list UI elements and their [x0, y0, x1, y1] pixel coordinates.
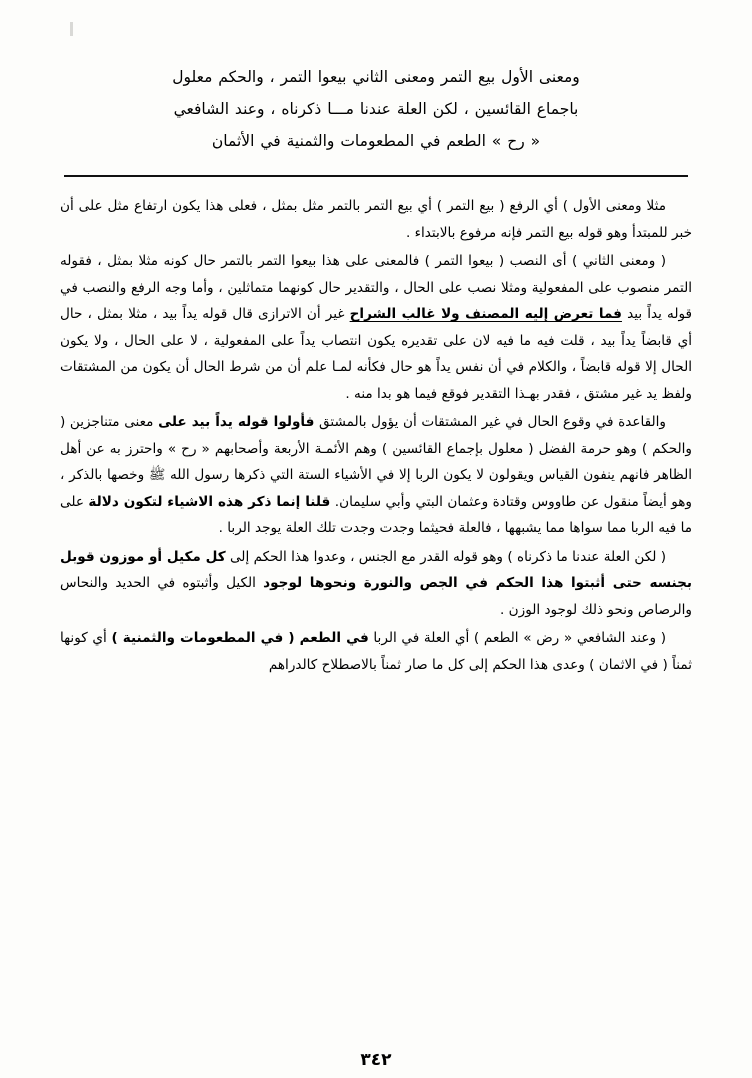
horizontal-divider [64, 175, 688, 177]
commentary-body [60, 193, 692, 678]
paragraph-5 [60, 544, 692, 624]
paragraph-5-text-after: الكيل وأثبتوه في الحديد والنحاس والرصاص ونحو ذلك لوجود الوزن . [60, 575, 692, 618]
paragraph-1-text: مثلا ومعنى الأول ) أي الرفع ( بيع التمر ) أي بيع التمر بالتمر مثل بمثل ، فعلى هذا يكون ارتفاع مثل على أن خبر للمبتدأ وهو قوله بيع التمر فإنه مرفوع بالابتداء . [60, 198, 692, 241]
paragraph-2 [60, 248, 692, 407]
paragraph-6-emphasis: في الطعم ( في المطعومات والثمنية ) [111, 630, 369, 647]
matn-heading-block [60, 62, 692, 161]
page-number: ٣٤٢ [360, 1050, 392, 1070]
paragraph-4-text: على ما فيه الربا مما سواها مما يشبهها ، فالعلة فحيثما وجدت وجدت تلك العلة يوجد الربا . [60, 493, 692, 537]
paragraph-5-text: ( لكن العلة عندنا ما ذكرناه ) وهو قوله القدر مع الجنس ، وعدوا هذا الحكم إلى [225, 548, 667, 565]
paragraph-3-text-after: معنى متناجزين ( والحكم ) وهو حرمة الفضل ( معلول بإجماع القائسين ) وهم الأئمـة الأربعة وأصحابهم « رح » واحترز به عن أهل الظاهر فانهم ينفون القياس ويقولون لا يكون الربا إلا في الأشياء الستة التي ذكرها رسول الله ﷺ وخصها بالذكر ، وهو أيضاً منقول عن طاووس وقتادة وعثمان البتي وأبي سليمان. [60, 414, 692, 510]
paragraph-2-text-after: غير أن الاترازى قال قوله يداً بيد ، مثلا بمثل ، حال أي قابضاً يداً بيد ، قلت فيه ما فيه لان على تقديره يكون انتصاب يداً على المفعولية ، لا على الحال ، ولا يكون الحال إلا قوله قابضاً ، والكلام في أن نفس يداً هو حال فكأنه لمـا علم أن من شرط الحال أن يكون من المشتقات ولفظ يد غير مشتق ، فقدر بهـذا التقدير فوقع فيما هو بدا منه . [60, 306, 692, 402]
paragraph-2-emphasis: فما تعرض إليه المصنف ولا غالب الشراح [349, 306, 622, 323]
paragraph-1 [60, 193, 692, 246]
paragraph-2-text: ( ومعنى الثاني ) أى النصب ( بيعوا التمر ) فالمعنى على هذا بيعوا التمر بالتمر حال كونه مثلا بمثل ، فقوله التمر منصوب على المفعولية ومثلا نصب على الحال ، والتقدير حال كونهما متماثلين ، وأما وجه الرفع والنصب في قوله يداً بيد [60, 253, 692, 323]
matn-line-2: باجماع القائسين ، لكن العلة عندنا مـــا ذكرناه ، وعند الشافعي [173, 99, 579, 118]
paragraph-5-emphasis: كل مكيل أو موزون قوبل بجنسه حتى أثبتوا هذا الحكم في الجص والنورة ونحوها لوجود [60, 548, 692, 592]
paragraph-3-text: والقاعدة في وقوع الحال في غير المشتقات أن يؤول بالمشتق [314, 414, 666, 431]
paragraph-3-emphasis: فأولوا قوله يداً بيد على [158, 414, 315, 431]
paragraph-3 [60, 409, 692, 542]
matn-line-1: ومعنى الأول بيع التمر ومعنى الثاني بيعوا التمر ، والحكم معلول [172, 68, 580, 86]
page-content [60, 62, 692, 1038]
page-edge-mark [70, 22, 73, 36]
paragraph-6 [60, 625, 692, 678]
paragraph-6-text: ( وعند الشافعي « رض » الطعم ) أي العلة في الربا [368, 630, 667, 647]
paragraph-4-lead: قلنا إنما ذكر هذه الاشياء لتكون دلالة [88, 493, 331, 510]
matn-line-3: « رح » الطعم في المطعومات والثمنية في الأثمان [211, 131, 541, 150]
paragraph-6-text-after: أي كونها ثمناً ( في الاثمان ) وعدى هذا الحكم إلى كل ما صار ثمناً بالاصطلاح كالدراهم [60, 630, 692, 673]
